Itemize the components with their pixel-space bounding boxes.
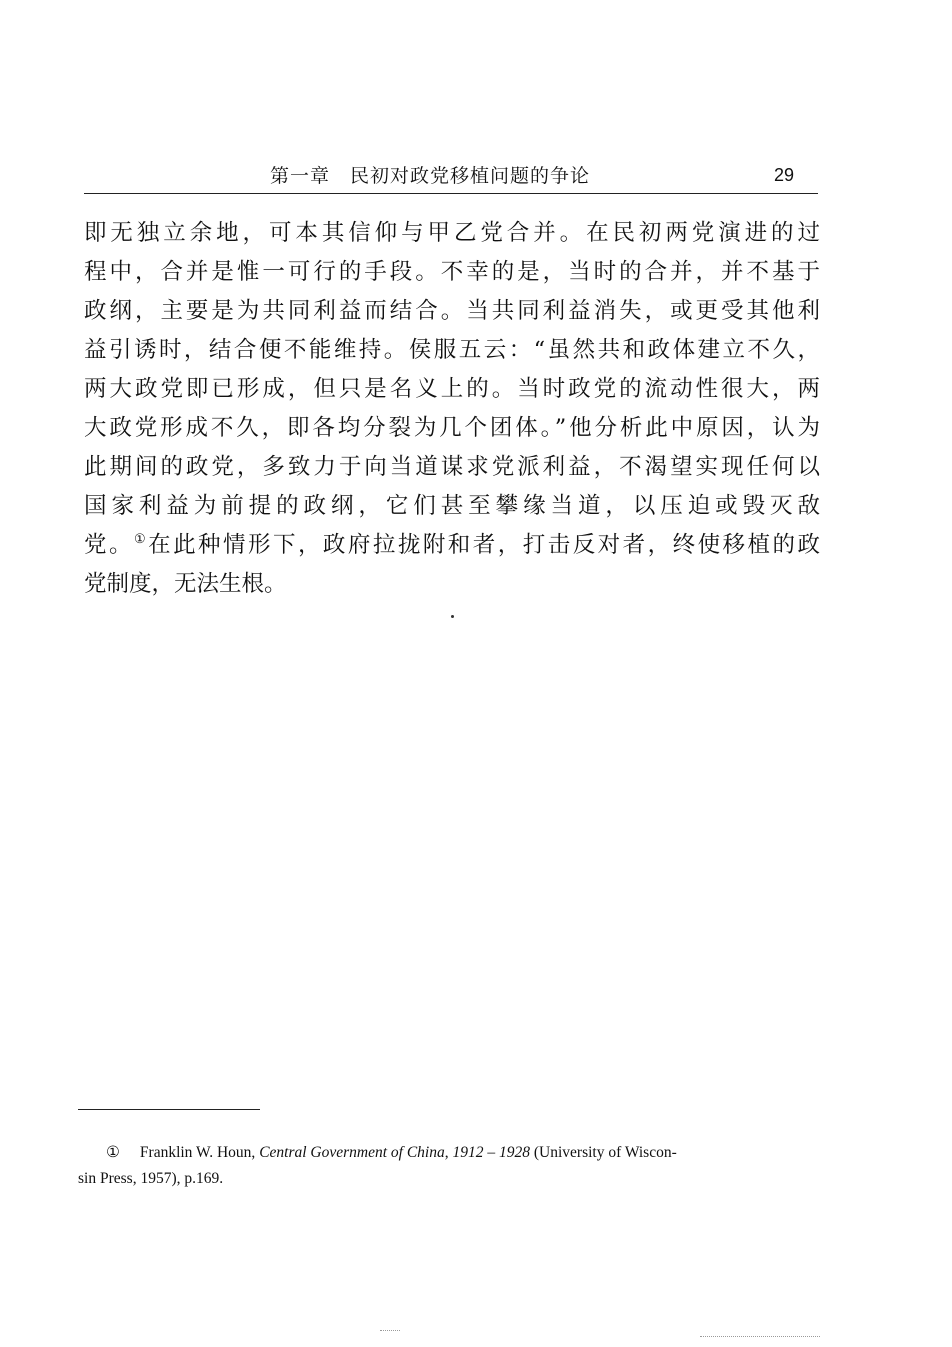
footnote-author: Franklin W. Houn, xyxy=(139,1144,256,1161)
body-line xyxy=(84,526,820,565)
running-head xyxy=(84,158,818,190)
body-line: 即无独立余地，可本其信仰与甲乙党合并。在民初两党演进的过 xyxy=(84,220,820,246)
body-line: 此期间的政党，多致力于向当道谋求党派利益，不渴望实现任何以 xyxy=(84,454,820,480)
footnote-publisher: (University of Wiscon- xyxy=(533,1144,677,1161)
body-line: 益引诱时，结合便不能维持。侯服五云：“虽然共和政体建立不久， xyxy=(84,337,820,363)
body-line: 国家利益为前提的政纲，它们甚至攀缘当道，以压迫或毁灭敌 xyxy=(84,493,820,519)
body-line: 两大政党即已形成，但只是名义上的。当时政党的流动性很大，两 xyxy=(84,376,820,402)
body-line: 党制度，无法生根。 xyxy=(84,571,287,597)
footnote-marker: ① xyxy=(106,1144,120,1161)
footnote-line: ① Franklin W. Houn, Central Government of China, 1912 – 1928 (University of Wiscon- xyxy=(78,1140,820,1166)
chapter-title: 第一章 民初对政党移植问题的争论 xyxy=(270,165,591,187)
body-line: 大政党形成不久，即各均分裂为几个团体。”他分析此中原因，认为 xyxy=(84,415,820,441)
header-rule xyxy=(84,193,818,194)
footnote-rule xyxy=(78,1109,260,1110)
footnote-reference[interactable]: ① xyxy=(133,532,149,547)
body-line: 政纲，主要是为共同利益而结合。当共同利益消失，或更受其他利 xyxy=(84,298,820,324)
scan-artifact xyxy=(700,1336,820,1337)
body-paragraph xyxy=(84,214,820,604)
footnote-book-title: Central Government of China xyxy=(259,1144,445,1161)
scan-artifact xyxy=(380,1330,400,1331)
footnote-line: sin Press, 1957), p.169. xyxy=(78,1170,224,1187)
scan-speck xyxy=(451,615,454,618)
body-line: 程中，合并是惟一可行的手段。不幸的是，当时的合并，并不基于 xyxy=(84,259,820,285)
page-number: 29 xyxy=(773,165,794,185)
footnote-years: 1912 – 1928 xyxy=(452,1144,530,1161)
body-line-rest: 在此种情形下，政府拉拢附和者，打击反对者，终使移植的政 xyxy=(148,532,820,558)
body-line-start: 党。 xyxy=(84,532,134,558)
footnote xyxy=(78,1140,820,1192)
